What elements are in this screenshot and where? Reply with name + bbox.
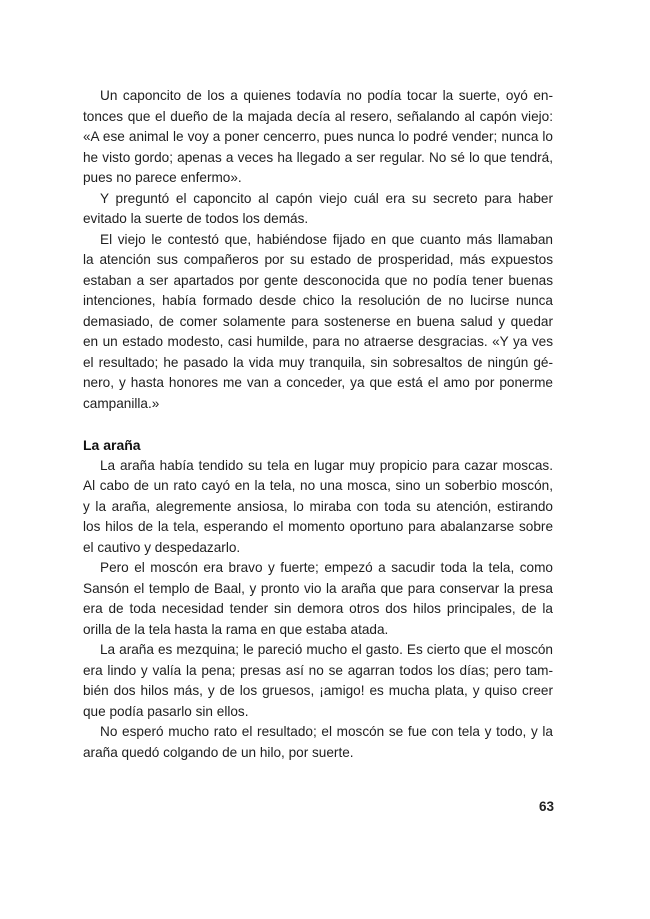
text-line: que podía pasarlo sin ellos. [83,703,249,719]
text-line: demasiado, de comer solamente para sostenerse en buena salud y quedar [83,313,553,329]
text-line: Un caponcito de los a quienes todavía no podía tocar la suerte, oyó en- [100,88,553,103]
text-line: estaban a ser apartados por gente desconocida que no podía tener buenas [83,272,553,288]
paragraph [83,722,553,763]
text-line: campanilla.» [83,395,160,411]
text-line: La araña había tendido su tela en lugar muy propicio para cazar moscas. [100,457,553,473]
text-line: bién dos hilos más, y de los gruesos, ¡amigo! es mucha plata, y quiso creer [83,683,553,698]
paragraph [83,189,553,230]
text-line: Al cabo de un rato cayó en la tela, no una mosca, sino un soberbio moscón, [83,478,553,493]
text-line: Sansón el templo de Baal, y pronto vio la araña que para conservar la presa [83,580,553,596]
text-line: «A ese animal le voy a poner cencerro, pues nunca lo podré vender; nunca lo [83,129,553,144]
text-line: nero, y hasta honores me van a conceder, ya que está el amo por ponerme [83,375,553,390]
paragraph [83,230,553,415]
text-line: la atención sus compañeros por su estado de prosperidad, más expuestos [83,252,553,267]
text-line: los hilos de la tela, esperando el momento oportuno para abalanzarse sobre [83,519,553,534]
text-line: orilla de la tela hasta la rama en que estaba atada. [83,621,389,637]
text-line: pues no parece enfermo». [83,170,242,185]
text-line: intenciones, había formado desde chico la resolución de no lucirse nunca [83,293,553,308]
paragraph [83,456,553,559]
text-line: araña quedó colgando de un hilo, por suerte. [83,744,354,760]
page-number: 63 [538,799,554,814]
text-line: he visto gordo; apenas a veces ha llegado a ser regular. No sé lo que tendrá, [83,149,553,165]
text-line: el cautivo y despedazarlo. [83,539,241,555]
text-line: el resultado; he pasado la vida muy tranquila, sin sobresaltos de ningún gé- [83,354,553,370]
section-gap [83,414,553,435]
text-line: y la araña, alegremente ansiosa, lo miraba con toda su atención, estirando [83,498,553,514]
text-line: evitado la suerte de todos los demás. [83,211,309,226]
text-line: El viejo le contestó que, habiéndose fijado en que cuanto más llamaban [100,231,553,247]
text-line: Y preguntó el caponcito al capón viejo cuál era su secreto para haber [100,190,553,206]
text-line: La araña es mezquina; le pareció mucho el gasto. Es cierto que el moscón [100,642,553,657]
paragraph [83,558,553,640]
text-line: en un estado modesto, casi humilde, para no atraerse desgracias. «Y ya ves [83,334,553,349]
paragraph [83,640,553,722]
text-line: era de toda necesidad tender sin demora otros dos hilos principales, de la [83,601,553,616]
section-title: La araña [83,437,141,453]
paragraph [83,86,553,189]
text-line: tonces que el dueño de la majada decía al resero, señalando al capón viejo: [83,108,553,124]
text-line: era lindo y valía la pena; presas así no se agarran todos los días; pero tam- [83,662,553,678]
page-body [83,86,553,763]
text-line: Pero el moscón era bravo y fuerte; empezó a sacudir toda la tela, como [100,560,553,575]
text-line: No esperó mucho rato el resultado; el moscón se fue con tela y todo, y la [100,724,553,739]
